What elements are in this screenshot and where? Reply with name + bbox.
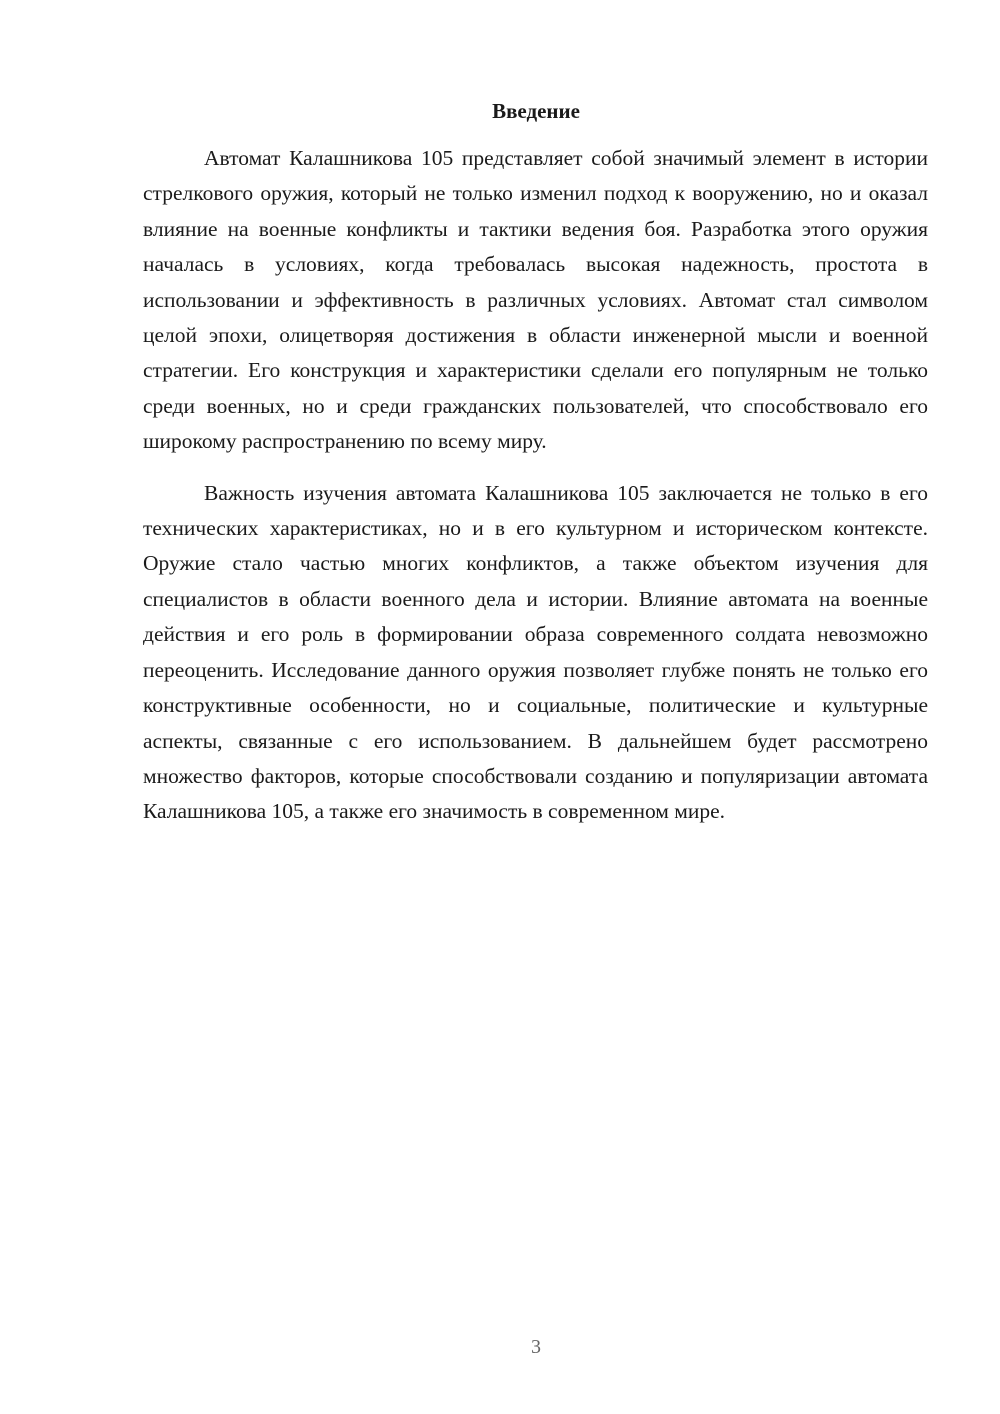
paragraph-2: Важность изучения автомата Калашникова 105 заключается не только в его технических характеристиках, но и в его культурном и историческом контексте. Оружие стало частью многих конфликтов, а также объектом изучения для специалистов в области военного дела и истории. Влияние автомата на военные действия и его роль в формировании образа современного солдата невозможно переоценить. Исследование данного оружия позволяет глубже понять не только его конструктивные особенности, но и социальные, политические и культурные аспекты, связанные с его использованием. В дальнейшем будет рассмотрено множество факторов, которые способствовали созданию и популяризации автомата Калашникова 105, а также его значимость в современном мире.: [143, 480, 928, 824]
body-text: [143, 141, 928, 830]
section-heading: Введение: [492, 99, 580, 123]
paragraph-1: Автомат Калашникова 105 представляет собой значимый элемент в истории стрелкового оружия, который не только изменил подход к вооружению, но и оказал влияние на военные конфликты и тактики ведения боя. Разработка этого оружия началась в условиях, когда требовалась высокая надежность, простота в использовании и эффективность в различных условиях. Автомат стал символом целой эпохи, олицетворяя достижения в области инженерной мысли и военной стратегии. Его конструкция и характеристики сделали его популярным не только среди военных, но и среди гражданских пользователей, что способствовало его широкому распространению по всему миру.: [143, 146, 928, 454]
page-number: 3: [531, 1336, 541, 1358]
